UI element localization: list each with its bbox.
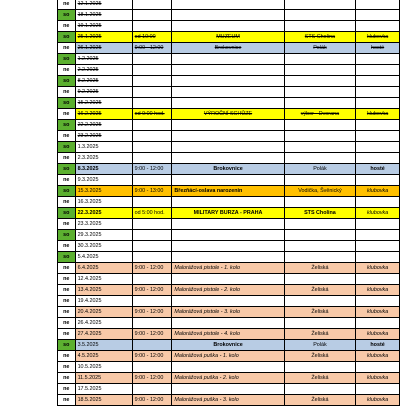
table-row (58, 76, 400, 87)
date-cell: 6.4.2025 (75, 263, 132, 274)
date-cell: 9.3.2025 (75, 175, 132, 186)
place-cell: Polák (284, 340, 355, 351)
day-cell: ne (58, 197, 76, 208)
date-cell: 16.2.2025 (75, 109, 132, 120)
event-cell (172, 384, 284, 395)
place-cell (284, 384, 355, 395)
time-cell (132, 296, 172, 307)
date-cell: 11.5.2025 (75, 373, 132, 384)
date-cell: 26.1.2025 (75, 43, 132, 54)
time-cell (132, 87, 172, 98)
info-cell (356, 120, 400, 131)
time-cell (132, 10, 172, 21)
table-row (58, 208, 400, 219)
day-cell: ne (58, 131, 76, 142)
table-row (58, 384, 400, 395)
info-cell: klubovka (356, 285, 400, 296)
date-cell: 8.3.2025 (75, 164, 132, 175)
time-cell (132, 98, 172, 109)
table-row (58, 109, 400, 120)
info-cell: hosté (356, 340, 400, 351)
event-cell: Malorážová puška - 2. kolo (172, 373, 284, 384)
day-cell: ne (58, 373, 76, 384)
day-cell: ne (58, 274, 76, 285)
place-cell (284, 274, 355, 285)
day-cell: ne (58, 0, 76, 10)
event-cell (172, 76, 284, 87)
table-row (58, 175, 400, 186)
event-cell: VÝROČNÍ SCHŮZE (172, 109, 284, 120)
place-cell (284, 87, 355, 98)
info-cell: klubovka (356, 351, 400, 362)
event-cell (172, 296, 284, 307)
event-cell (172, 274, 284, 285)
info-cell (356, 219, 400, 230)
time-cell (132, 76, 172, 87)
event-cell (172, 153, 284, 164)
place-cell (284, 153, 355, 164)
info-cell: klubovka (356, 307, 400, 318)
time-cell (132, 54, 172, 65)
date-cell: 23.3.2025 (75, 219, 132, 230)
place-cell (284, 197, 355, 208)
time-cell (132, 252, 172, 263)
event-cell (172, 131, 284, 142)
info-cell: klubovka (356, 208, 400, 219)
time-cell: 9:00 - 12:00 (132, 307, 172, 318)
time-cell (132, 131, 172, 142)
table-row (58, 87, 400, 98)
day-cell: ne (58, 175, 76, 186)
event-cell: MUZEUM (172, 32, 284, 43)
date-cell: 12.4.2025 (75, 274, 132, 285)
event-cell (172, 197, 284, 208)
event-cell (172, 21, 284, 32)
event-cell (172, 120, 284, 131)
day-cell: ne (58, 329, 76, 340)
time-cell (132, 142, 172, 153)
date-cell: 1.2.2025 (75, 54, 132, 65)
place-cell (284, 131, 355, 142)
place-cell (284, 65, 355, 76)
date-cell: 5.4.2025 (75, 252, 132, 263)
info-cell (356, 296, 400, 307)
day-cell: ne (58, 21, 76, 32)
place-cell: STS Cholina (284, 208, 355, 219)
event-cell: Malorážová pistole - 2. kolo (172, 285, 284, 296)
date-cell: 18.1.2025 (75, 10, 132, 21)
event-cell: Malorážová puška - 3. kolo (172, 395, 284, 406)
place-cell: Želiská (284, 373, 355, 384)
time-cell: od 5:00 hod. (132, 208, 172, 219)
day-cell: so (58, 230, 76, 241)
event-cell (172, 252, 284, 263)
date-cell: 8.2.2025 (75, 76, 132, 87)
day-cell: ne (58, 362, 76, 373)
event-cell: Brokovnice (172, 43, 284, 54)
event-cell (172, 142, 284, 153)
table-row (58, 186, 400, 197)
time-cell (132, 241, 172, 252)
date-cell: 30.3.2025 (75, 241, 132, 252)
event-cell (172, 362, 284, 373)
place-cell: Želiská (284, 351, 355, 362)
place-cell: Želiská (284, 329, 355, 340)
date-cell: 23.2.2025 (75, 131, 132, 142)
place-cell (284, 252, 355, 263)
event-cell (172, 98, 284, 109)
info-cell (356, 10, 400, 21)
event-cell (172, 10, 284, 21)
event-cell (172, 175, 284, 186)
time-cell (132, 0, 172, 10)
time-cell: 9:00 - 12:00 (132, 373, 172, 384)
day-cell: ne (58, 263, 76, 274)
info-cell: hosté (356, 43, 400, 54)
time-cell (132, 175, 172, 186)
event-cell (172, 0, 284, 10)
time-cell (132, 318, 172, 329)
place-cell: Želiská (284, 285, 355, 296)
day-cell: ne (58, 87, 76, 98)
place-cell: Polák (284, 43, 355, 54)
table-row (58, 373, 400, 384)
place-cell (284, 175, 355, 186)
date-cell: 16.3.2025 (75, 197, 132, 208)
event-cell: Brokovnice (172, 164, 284, 175)
table-row (58, 263, 400, 274)
schedule-table (57, 0, 400, 406)
info-cell (356, 252, 400, 263)
info-cell: klubovka (356, 32, 400, 43)
table-row (58, 21, 400, 32)
table-row (58, 252, 400, 263)
time-cell: 9:00 - 12:00 (132, 395, 172, 406)
table-row (58, 32, 400, 43)
day-cell: ne (58, 296, 76, 307)
place-cell (284, 241, 355, 252)
table-row (58, 230, 400, 241)
date-cell: 18.5.2025 (75, 395, 132, 406)
event-cell (172, 54, 284, 65)
date-cell: 10.5.2025 (75, 362, 132, 373)
table-row (58, 241, 400, 252)
event-cell (172, 87, 284, 98)
event-cell: Březňácí-oslava narozenin (172, 186, 284, 197)
event-cell (172, 219, 284, 230)
day-cell: so (58, 164, 76, 175)
date-cell: 12.1.2025 (75, 0, 132, 10)
time-cell (132, 274, 172, 285)
table-row (58, 340, 400, 351)
day-cell: so (58, 76, 76, 87)
day-cell: so (58, 142, 76, 153)
place-cell (284, 120, 355, 131)
place-cell: Želiská (284, 307, 355, 318)
table-row (58, 274, 400, 285)
date-cell: 26.4.2025 (75, 318, 132, 329)
day-cell: so (58, 186, 76, 197)
date-cell: 2.2.2025 (75, 65, 132, 76)
day-cell: so (58, 54, 76, 65)
date-cell: 2.3.2025 (75, 153, 132, 164)
table-row (58, 197, 400, 208)
place-cell: Želiská (284, 395, 355, 406)
place-cell: STS Cholina (284, 32, 355, 43)
day-cell: so (58, 208, 76, 219)
table-row (58, 54, 400, 65)
date-cell: 20.4.2025 (75, 307, 132, 318)
table-row (58, 219, 400, 230)
place-cell (284, 54, 355, 65)
event-cell (172, 230, 284, 241)
info-cell (356, 131, 400, 142)
day-cell: ne (58, 109, 76, 120)
info-cell (356, 98, 400, 109)
place-cell (284, 296, 355, 307)
info-cell: klubovka (356, 373, 400, 384)
day-cell: ne (58, 285, 76, 296)
place-cell: Polák (284, 164, 355, 175)
table-row (58, 285, 400, 296)
event-cell: Brokovnice (172, 340, 284, 351)
time-cell (132, 21, 172, 32)
info-cell (356, 318, 400, 329)
time-cell: 9:00 - 12:00 (132, 285, 172, 296)
schedule-body (58, 0, 400, 406)
day-cell: ne (58, 153, 76, 164)
info-cell (356, 175, 400, 186)
info-cell: hosté (356, 164, 400, 175)
place-cell (284, 21, 355, 32)
time-cell: 9:00 - 12:00 (132, 263, 172, 274)
place-cell: Želiská (284, 263, 355, 274)
info-cell (356, 274, 400, 285)
day-cell: ne (58, 43, 76, 54)
table-row (58, 0, 400, 10)
day-cell: ne (58, 351, 76, 362)
date-cell: 17.5.2025 (75, 384, 132, 395)
info-cell (356, 54, 400, 65)
table-row (58, 351, 400, 362)
time-cell: od 10:00 (132, 32, 172, 43)
event-cell: MILITARY BURZA - PRAHA (172, 208, 284, 219)
place-cell (284, 98, 355, 109)
place-cell (284, 0, 355, 10)
table-row (58, 10, 400, 21)
table-row (58, 318, 400, 329)
time-cell: od 9:00 hod. (132, 109, 172, 120)
info-cell (356, 241, 400, 252)
table-row (58, 362, 400, 373)
day-cell: ne (58, 219, 76, 230)
table-row (58, 307, 400, 318)
event-cell: Malorážová puška - 1. kolo (172, 351, 284, 362)
day-cell: so (58, 32, 76, 43)
date-cell: 9.2.2025 (75, 87, 132, 98)
place-cell (284, 142, 355, 153)
day-cell: ne (58, 65, 76, 76)
info-cell (356, 362, 400, 373)
info-cell (356, 384, 400, 395)
info-cell (356, 76, 400, 87)
table-row (58, 120, 400, 131)
day-cell: ne (58, 384, 76, 395)
day-cell: ne (58, 307, 76, 318)
place-cell (284, 318, 355, 329)
date-cell: 3.5.2025 (75, 340, 132, 351)
date-cell: 1.3.2025 (75, 142, 132, 153)
info-cell (356, 142, 400, 153)
info-cell: klubovka (356, 109, 400, 120)
info-cell (356, 0, 400, 10)
place-cell (284, 10, 355, 21)
date-cell: 15.2.2025 (75, 98, 132, 109)
table-row (58, 98, 400, 109)
info-cell (356, 153, 400, 164)
table-row (58, 142, 400, 153)
time-cell (132, 153, 172, 164)
time-cell (132, 340, 172, 351)
event-cell: Malorážová pistole - 3. kolo (172, 307, 284, 318)
time-cell (132, 362, 172, 373)
table-row (58, 43, 400, 54)
time-cell: 9:00 - 12:00 (132, 164, 172, 175)
event-cell (172, 318, 284, 329)
time-cell: 9:00 - 12:00 (132, 329, 172, 340)
time-cell (132, 120, 172, 131)
day-cell: so (58, 340, 76, 351)
info-cell (356, 21, 400, 32)
date-cell: 4.5.2025 (75, 351, 132, 362)
table-row (58, 153, 400, 164)
date-cell: 25.1.2025 (75, 32, 132, 43)
event-cell (172, 241, 284, 252)
table-row (58, 164, 400, 175)
time-cell (132, 65, 172, 76)
info-cell: klubovka (356, 186, 400, 197)
place-cell: výbor - Dvorana (284, 109, 355, 120)
event-cell (172, 65, 284, 76)
info-cell (356, 65, 400, 76)
date-cell: 29.3.2025 (75, 230, 132, 241)
day-cell: so (58, 98, 76, 109)
table-row (58, 296, 400, 307)
date-cell: 22.3.2025 (75, 208, 132, 219)
time-cell (132, 197, 172, 208)
info-cell: klubovka (356, 329, 400, 340)
date-cell: 19.1.2025 (75, 21, 132, 32)
table-row (58, 131, 400, 142)
table-row (58, 329, 400, 340)
table-row (58, 65, 400, 76)
day-cell: so (58, 10, 76, 21)
event-cell: Malorážová pistole - 1. kolo (172, 263, 284, 274)
date-cell: 15.3.2025 (75, 186, 132, 197)
date-cell: 19.4.2025 (75, 296, 132, 307)
time-cell (132, 230, 172, 241)
date-cell: 22.2.2025 (75, 120, 132, 131)
place-cell (284, 362, 355, 373)
place-cell (284, 219, 355, 230)
place-cell: Vodička, Švěnický (284, 186, 355, 197)
place-cell (284, 76, 355, 87)
info-cell (356, 230, 400, 241)
time-cell (132, 384, 172, 395)
time-cell: 9:00 - 12:00 (132, 43, 172, 54)
day-cell: ne (58, 318, 76, 329)
info-cell (356, 87, 400, 98)
day-cell: ne (58, 241, 76, 252)
day-cell: so (58, 252, 76, 263)
time-cell: 9:00 - 13:00 (132, 186, 172, 197)
place-cell (284, 230, 355, 241)
info-cell: klubovka (356, 263, 400, 274)
time-cell: 9:00 - 12:00 (132, 351, 172, 362)
info-cell: klubovka (356, 395, 400, 406)
day-cell: ne (58, 395, 76, 406)
table-row (58, 395, 400, 406)
event-cell: Malorážová pistole - 4. kolo (172, 329, 284, 340)
day-cell: so (58, 120, 76, 131)
date-cell: 27.4.2025 (75, 329, 132, 340)
info-cell (356, 197, 400, 208)
time-cell (132, 219, 172, 230)
date-cell: 13.4.2025 (75, 285, 132, 296)
